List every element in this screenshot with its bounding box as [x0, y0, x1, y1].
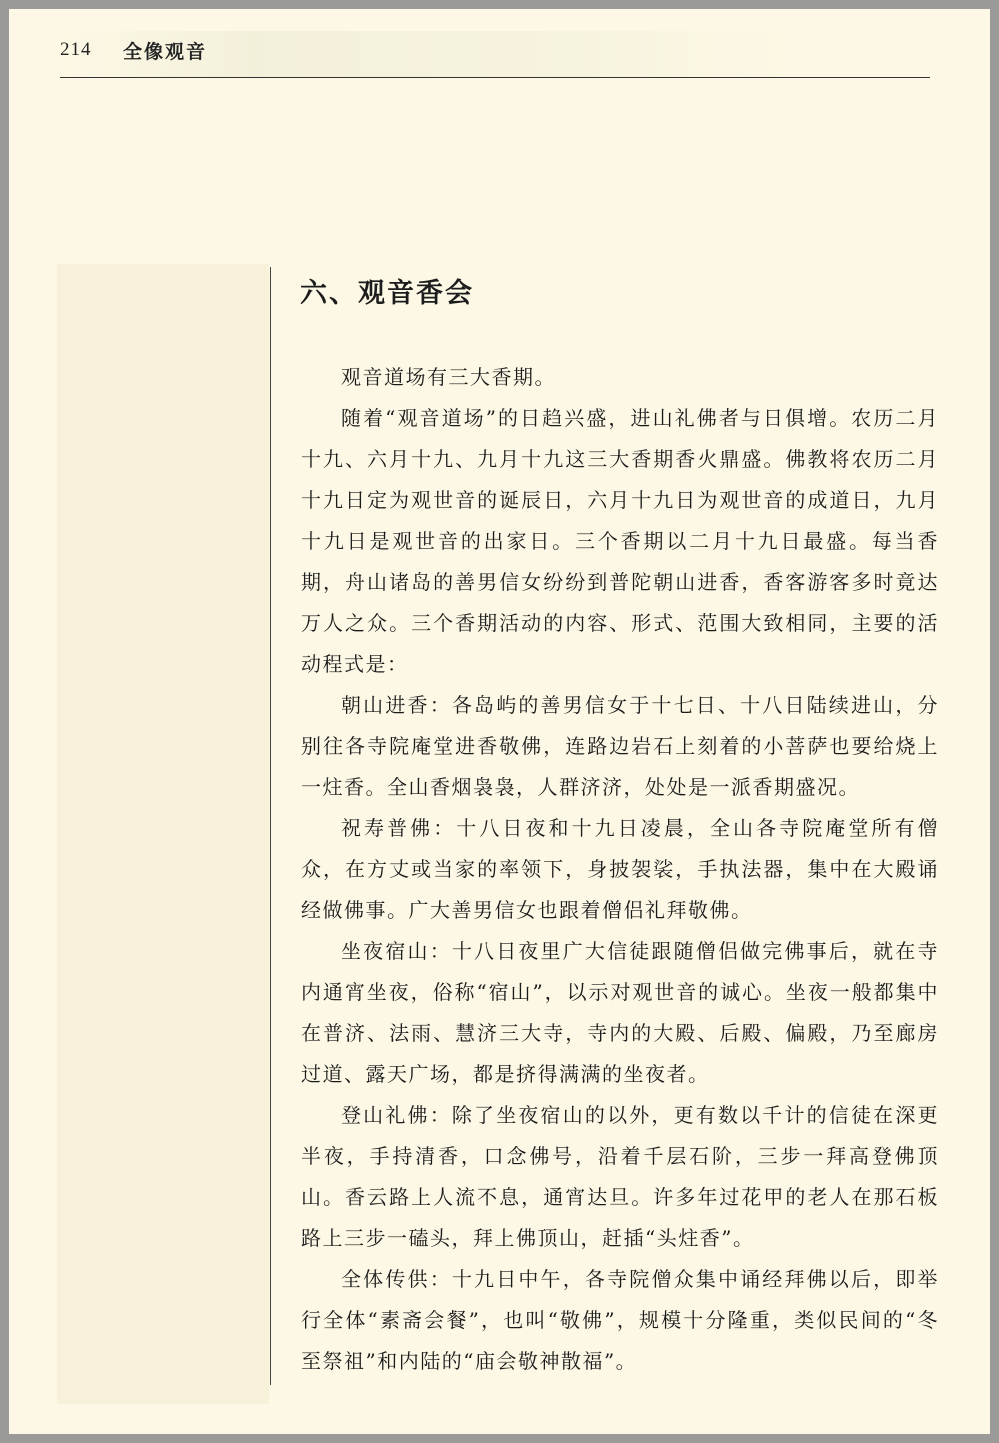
paragraph-dengshan-lifo: 登山礼佛：除了坐夜宿山的以外，更有数以千计的信徒在深更半夜，手持清香，口念佛号，沿着千层石阶，三步一拜高登佛顶山。香云路上人流不息，通宵达旦。许多年过花甲的老人在那石板路上三步一磕头，拜上佛顶山，赶插“头炷香”。 — [301, 1103, 939, 1250]
side-margin-panel — [57, 264, 269, 1404]
section-heading: 六、观音香会 — [300, 278, 474, 309]
vertical-divider — [270, 267, 271, 1385]
body-text — [301, 357, 939, 1382]
paragraph-chaoshan-jinxiang: 朝山进香：各岛屿的善男信女于十七日、十八日陆续进山，分别往各寺院庵堂进香敬佛，连路边岩石上刻着的小菩萨也要给烧上一炷香。全山香烟袅袅，人群济济，处处是一派香期盛况。 — [301, 693, 939, 799]
paragraph-zuoye-sushan: 坐夜宿山：十八日夜里广大信徒跟随僧侣做完佛事后，就在寺内通宵坐夜，俗称“宿山”，以示对观世音的诚心。坐夜一般都集中在普济、法雨、慧济三大寺，寺内的大殿、后殿、偏殿，乃至廊房过道、露天广场，都是挤得满满的坐夜者。 — [301, 939, 939, 1086]
paragraph-overview: 随着“观音道场”的日趋兴盛，进山礼佛者与日俱增。农历二月十九、六月十九、九月十九这三大香期香火鼎盛。佛教将农历二月十九日定为观世音的诞辰日，六月十九日为观世音的成道日，九月十九日是观世音的出家日。三个香期以二月十九日最盛。每当香期，舟山诸岛的善男信女纷纷到普陀朝山进香，香客游客多时竟达万人之众。三个香期活动的内容、形式、范围大致相同，主要的活动程式是： — [301, 406, 939, 676]
running-header — [60, 31, 930, 78]
paragraph-quanti-chuangong: 全体传供：十九日中午，各寺院僧众集中诵经拜佛以后，即举行全体“素斋会餐”，也叫“敬佛”，规模十分隆重，类似民间的“冬至祭祖”和内陆的“庙会敬神散福”。 — [301, 1267, 939, 1373]
book-page — [9, 9, 990, 1434]
page-number: 214 — [60, 39, 92, 60]
paragraph-intro: 观音道场有三大香期。 — [341, 365, 556, 389]
book-title: 全像观音 — [123, 41, 208, 63]
paragraph-zhushou-pufo: 祝寿普佛：十八日夜和十九日凌晨，全山各寺院庵堂所有僧众，在方丈或当家的率领下，身披袈裟，手执法器，集中在大殿诵经做佛事。广大善男信女也跟着僧侣礼拜敬佛。 — [301, 816, 939, 922]
